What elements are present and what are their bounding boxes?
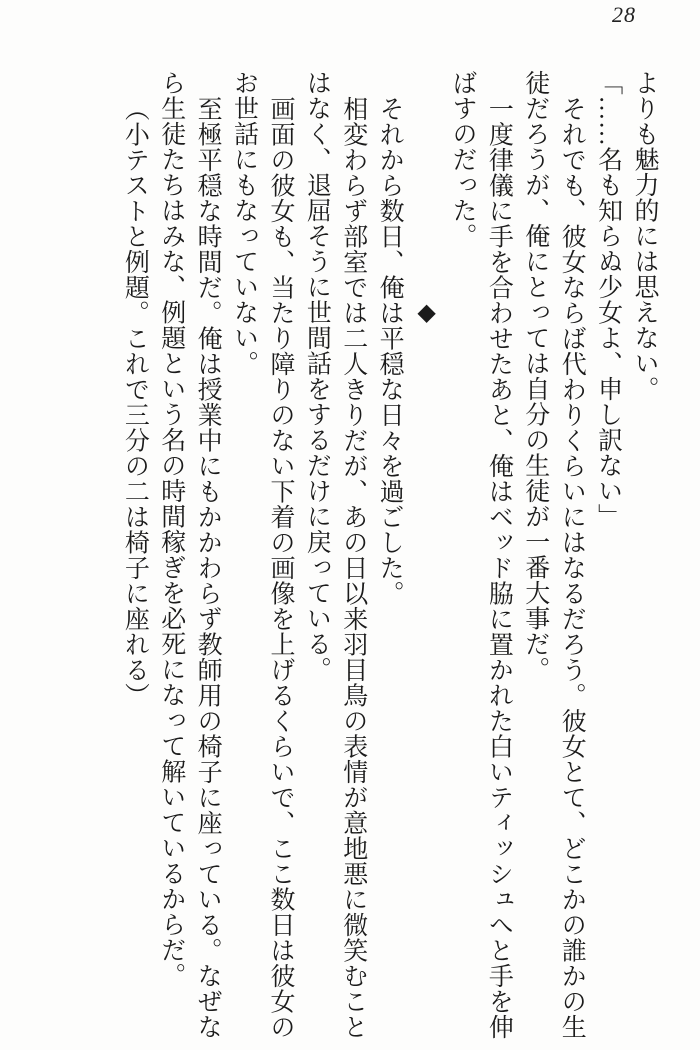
paragraph: それから数日、俺は平穏な日々を過ごした。 xyxy=(376,95,404,606)
paragraph-dialogue: 「……名も知らぬ少女よ、申し訳ない」 xyxy=(594,70,622,529)
paragraph: 相変わらず部室では二人きりだが、あの日以来羽目鳥の表情が意地悪に微笑むことはなく、退屈そうに世間話をするだけに戻っている。 xyxy=(303,70,367,1039)
paragraph: 至極平穏な時間だ。俺は授業中にもかかわらず教師用の椅子に座っている。なぜなら生徒たちはみな、例題という名の時間稼ぎを必死になって解いているからだ。 xyxy=(157,70,222,1039)
diamond-icon: ◆ xyxy=(412,298,439,327)
paragraph: 画面の彼女も、当たり障りのない下着の画像を上げるくらいで、ここ数日は彼女のお世話にもなっていない。 xyxy=(230,70,294,1039)
paragraph: よりも魅力的には思えない。 xyxy=(631,70,658,402)
paragraph: それでも、彼女ならば代わりくらいにはなるだろう。彼女とて、どこかの誰かの生徒だろうが、俺にとっては自分の生徒が一番大事だ。 xyxy=(521,70,586,1039)
paragraph: 一度律儀に手を合わせたあと、俺はベッド脇に置かれた白いティッシュへと手を伸ばすのだった。 xyxy=(448,70,513,1039)
paragraph-parenthetical: （小テストと例題。これで三分の二は椅子に座れる） xyxy=(121,95,149,708)
page-number: 28 xyxy=(612,2,636,27)
body-text xyxy=(36,70,662,1043)
section-separator xyxy=(407,70,443,1043)
